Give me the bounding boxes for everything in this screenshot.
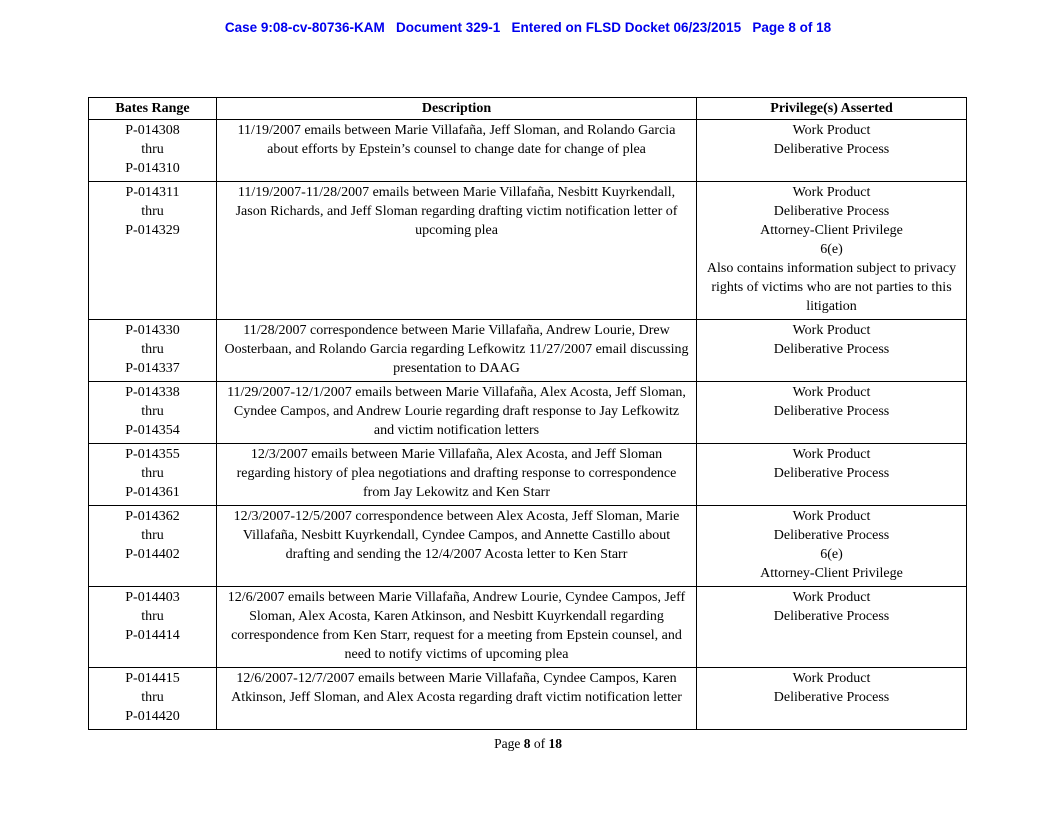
table-row xyxy=(89,587,967,668)
description-cell: 12/6/2007 emails between Marie Villafaña, Andrew Lourie, Cyndee Campos, Jeff Sloman, Alex Acosta, Karen Atkinson, and Nesbitt Kuyrkendall regarding correspondence from Ken Starr, request for a meeting from Epstein counsel, and need to notify victims of upcoming plea xyxy=(217,587,697,668)
bates-range-cell: P-014311 thru P-014329 xyxy=(89,182,217,320)
privileges-cell: Work Product Deliberative Process xyxy=(697,120,967,182)
description-cell: 12/3/2007-12/5/2007 correspondence between Alex Acosta, Jeff Sloman, Marie Villafaña, Nesbitt Kuyrkendall, Cyndee Campos, and Annette Castillo about drafting and sending the 12/4/2007 Acosta letter to Ken Starr xyxy=(217,506,697,587)
privileges-cell: Work Product Deliberative Process xyxy=(697,320,967,382)
privilege-log-table xyxy=(88,97,967,730)
table-row xyxy=(89,320,967,382)
footer-of: of xyxy=(533,736,546,751)
footer-label: Page xyxy=(494,736,521,751)
docket-stamp: Case 9:08-cv-80736-KAM Document 329-1 Entered on FLSD Docket 06/23/2015 Page 8 of 18 xyxy=(224,20,832,35)
table-header-row xyxy=(89,98,967,120)
footer-total-pages: 18 xyxy=(548,736,562,751)
description-cell: 12/3/2007 emails between Marie Villafaña, Alex Acosta, and Jeff Sloman regarding history of plea negotiations and drafting response to correspondence from Jay Lekowitz and Ken Starr xyxy=(217,444,697,506)
table-row xyxy=(89,382,967,444)
bates-range-cell: P-014338 thru P-014354 xyxy=(89,382,217,444)
description-cell: 11/19/2007-11/28/2007 emails between Marie Villafaña, Nesbitt Kuyrkendall, Jason Richards, and Jeff Sloman regarding drafting victim notification letter of upcoming plea xyxy=(217,182,697,320)
table-body xyxy=(89,120,967,730)
table-row xyxy=(89,182,967,320)
bates-range-cell: P-014362 thru P-014402 xyxy=(89,506,217,587)
table-row xyxy=(89,444,967,506)
description-cell: 11/19/2007 emails between Marie Villafaña, Jeff Sloman, and Rolando Garcia about efforts by Epstein’s counsel to change date for change of plea xyxy=(217,120,697,182)
page-footer xyxy=(0,736,1056,752)
table-row xyxy=(89,506,967,587)
description-cell: 12/6/2007-12/7/2007 emails between Marie Villafaña, Cyndee Campos, Karen Atkinson, Jeff Sloman, and Alex Acosta regarding draft victim notification letter xyxy=(217,668,697,730)
bates-range-cell: P-014308 thru P-014310 xyxy=(89,120,217,182)
privileges-cell: Work Product Deliberative Process xyxy=(697,587,967,668)
privileges-cell: Work Product Deliberative Process xyxy=(697,382,967,444)
bates-range-cell: P-014415 thru P-014420 xyxy=(89,668,217,730)
privileges-cell: Work Product Deliberative Process Attorney-Client Privilege 6(e) Also contains information subject to privacy rights of victims who are not parties to this litigation xyxy=(697,182,967,320)
privileges-cell: Work Product Deliberative Process xyxy=(697,444,967,506)
bates-range-cell: P-014355 thru P-014361 xyxy=(89,444,217,506)
bates-range-cell: P-014403 thru P-014414 xyxy=(89,587,217,668)
description-cell: 11/28/2007 correspondence between Marie Villafaña, Andrew Lourie, Drew Oosterbaan, and Rolando Garcia regarding Lefkowitz 11/27/2007 email discussing presentation to DAAG xyxy=(217,320,697,382)
table-row xyxy=(89,120,967,182)
col-header-bates-range: Bates Range xyxy=(89,98,217,120)
table-row xyxy=(89,668,967,730)
footer-page-number: 8 xyxy=(523,736,531,751)
col-header-privileges: Privilege(s) Asserted xyxy=(697,98,967,120)
col-header-description: Description xyxy=(217,98,697,120)
description-cell: 11/29/2007-12/1/2007 emails between Marie Villafaña, Alex Acosta, Jeff Sloman, Cyndee Campos, and Andrew Lourie regarding draft response to Jay Lefkowitz and victim notification letters xyxy=(217,382,697,444)
privileges-cell: Work Product Deliberative Process xyxy=(697,668,967,730)
bates-range-cell: P-014330 thru P-014337 xyxy=(89,320,217,382)
privileges-cell: Work Product Deliberative Process 6(e) Attorney-Client Privilege xyxy=(697,506,967,587)
